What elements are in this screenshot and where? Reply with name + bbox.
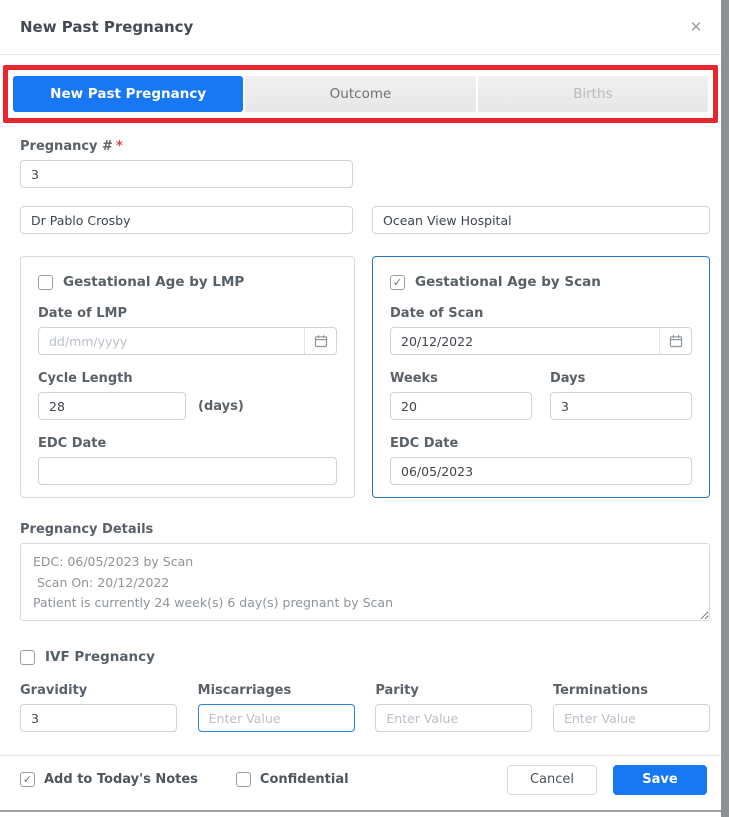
- calendar-icon[interactable]: [304, 328, 336, 354]
- gravidity-input[interactable]: [20, 704, 177, 732]
- scan-checkbox[interactable]: [390, 275, 405, 290]
- cycle-length-unit: (days): [198, 398, 244, 414]
- dialog-body: [0, 139, 721, 732]
- counts-row: [20, 683, 710, 732]
- cancel-button[interactable]: Cancel: [507, 765, 597, 795]
- weeks-input[interactable]: [390, 392, 532, 420]
- ivf-checkbox[interactable]: [20, 650, 35, 665]
- add-to-notes-label: Add to Today's Notes: [44, 772, 198, 787]
- cycle-length-label: Cycle Length: [38, 371, 133, 386]
- pregnancy-details-label: Pregnancy Details: [20, 522, 154, 537]
- close-icon[interactable]: ✕: [685, 16, 707, 38]
- weeks-label: Weeks: [390, 371, 438, 386]
- gravidity-label: Gravidity: [20, 683, 88, 698]
- pregnancy-number-input[interactable]: [20, 160, 353, 188]
- hospital-input[interactable]: [372, 206, 710, 234]
- days-input[interactable]: [550, 392, 692, 420]
- date-of-lmp-input[interactable]: [38, 327, 337, 355]
- doctor-input[interactable]: [20, 206, 353, 234]
- edc-date-scan-label: EDC Date: [390, 436, 459, 451]
- calendar-icon[interactable]: [659, 328, 691, 354]
- gestational-age-scan-panel: [372, 256, 710, 498]
- page-edge-strip: [721, 0, 729, 817]
- add-to-notes-checkbox[interactable]: [20, 772, 35, 787]
- terminations-label: Terminations: [552, 683, 648, 698]
- pregnancy-number-label-text: Pregnancy #: [20, 139, 113, 154]
- dialog-title: New Past Pregnancy: [20, 18, 194, 36]
- miscarriages-input[interactable]: [198, 704, 355, 732]
- pregnancy-number-label: [20, 139, 710, 154]
- lmp-checkbox-label: Gestational Age by LMP: [63, 274, 245, 290]
- miscarriages-label: Miscarriages: [197, 683, 292, 698]
- ivf-checkbox-label: IVF Pregnancy: [45, 649, 155, 665]
- page-edge-line: [0, 810, 721, 812]
- tab-outcome[interactable]: Outcome: [245, 76, 475, 112]
- lmp-checkbox[interactable]: [38, 275, 53, 290]
- terminations-input[interactable]: [553, 704, 710, 732]
- cycle-length-input[interactable]: [38, 392, 186, 420]
- gestational-age-lmp-panel: [20, 256, 355, 498]
- days-label: Days: [550, 371, 586, 386]
- save-button[interactable]: Save: [613, 765, 707, 795]
- edc-date-lmp-input[interactable]: [38, 457, 337, 485]
- required-asterisk: *: [115, 139, 123, 154]
- edc-date-scan-input[interactable]: [390, 457, 692, 485]
- edc-date-lmp-label: EDC Date: [38, 436, 107, 451]
- pregnancy-details-textarea[interactable]: [20, 543, 710, 621]
- parity-label: Parity: [375, 683, 419, 698]
- tab-new-past-pregnancy[interactable]: New Past Pregnancy: [13, 76, 243, 112]
- confidential-label: Confidential: [259, 772, 349, 787]
- date-of-lmp-label: Date of LMP: [38, 306, 127, 321]
- scan-checkbox-label: Gestational Age by Scan: [415, 274, 601, 290]
- date-of-scan-label: Date of Scan: [390, 306, 484, 321]
- dialog-footer: [0, 755, 721, 803]
- parity-input[interactable]: [375, 704, 532, 732]
- dialog-header: [0, 0, 721, 55]
- date-of-scan-input[interactable]: [390, 327, 692, 355]
- tab-bar: [13, 76, 708, 112]
- tab-births: Births: [478, 76, 708, 112]
- annotation-highlight-box: [3, 65, 718, 123]
- confidential-checkbox[interactable]: [236, 772, 251, 787]
